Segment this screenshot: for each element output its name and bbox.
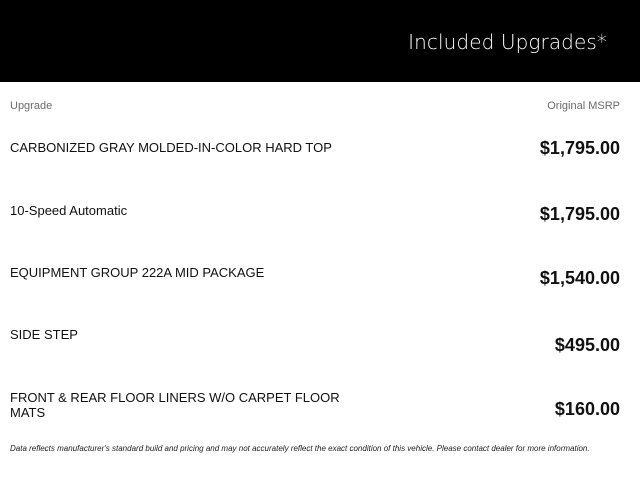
table-row [0,203,640,263]
table-row [0,140,640,200]
upgrade-name: 10-Speed Automatic [10,203,128,218]
table-row [0,327,640,387]
upgrade-name: FRONT & REAR FLOOR LINERS W/O CARPET FLOOR MATS [10,390,340,420]
column-header-upgrade: Upgrade [10,100,53,112]
upgrade-price: $495.00 [554,335,620,355]
table-row [0,265,640,325]
upgrade-price: $1,795.00 [539,138,620,158]
upgrade-price: $160.00 [554,399,620,419]
upgrade-price: $1,540.00 [539,268,620,288]
table-row [0,390,640,450]
upgrade-price: $1,795.00 [539,204,620,224]
upgrade-name: SIDE STEP [10,327,78,342]
upgrade-name: EQUIPMENT GROUP 222A MID PACKAGE [10,265,265,280]
disclaimer-text: Data reflects manufacturer's standard build and pricing and may not accurately reflect the exact condition of this vehicle. Please contact dealer for more information. [10,444,590,453]
column-header-msrp: Original MSRP [547,100,620,112]
page-title: Included Upgrades* [408,30,607,54]
upgrade-name: CARBONIZED GRAY MOLDED-IN-COLOR HARD TOP [10,140,332,155]
header-bar [0,0,640,82]
